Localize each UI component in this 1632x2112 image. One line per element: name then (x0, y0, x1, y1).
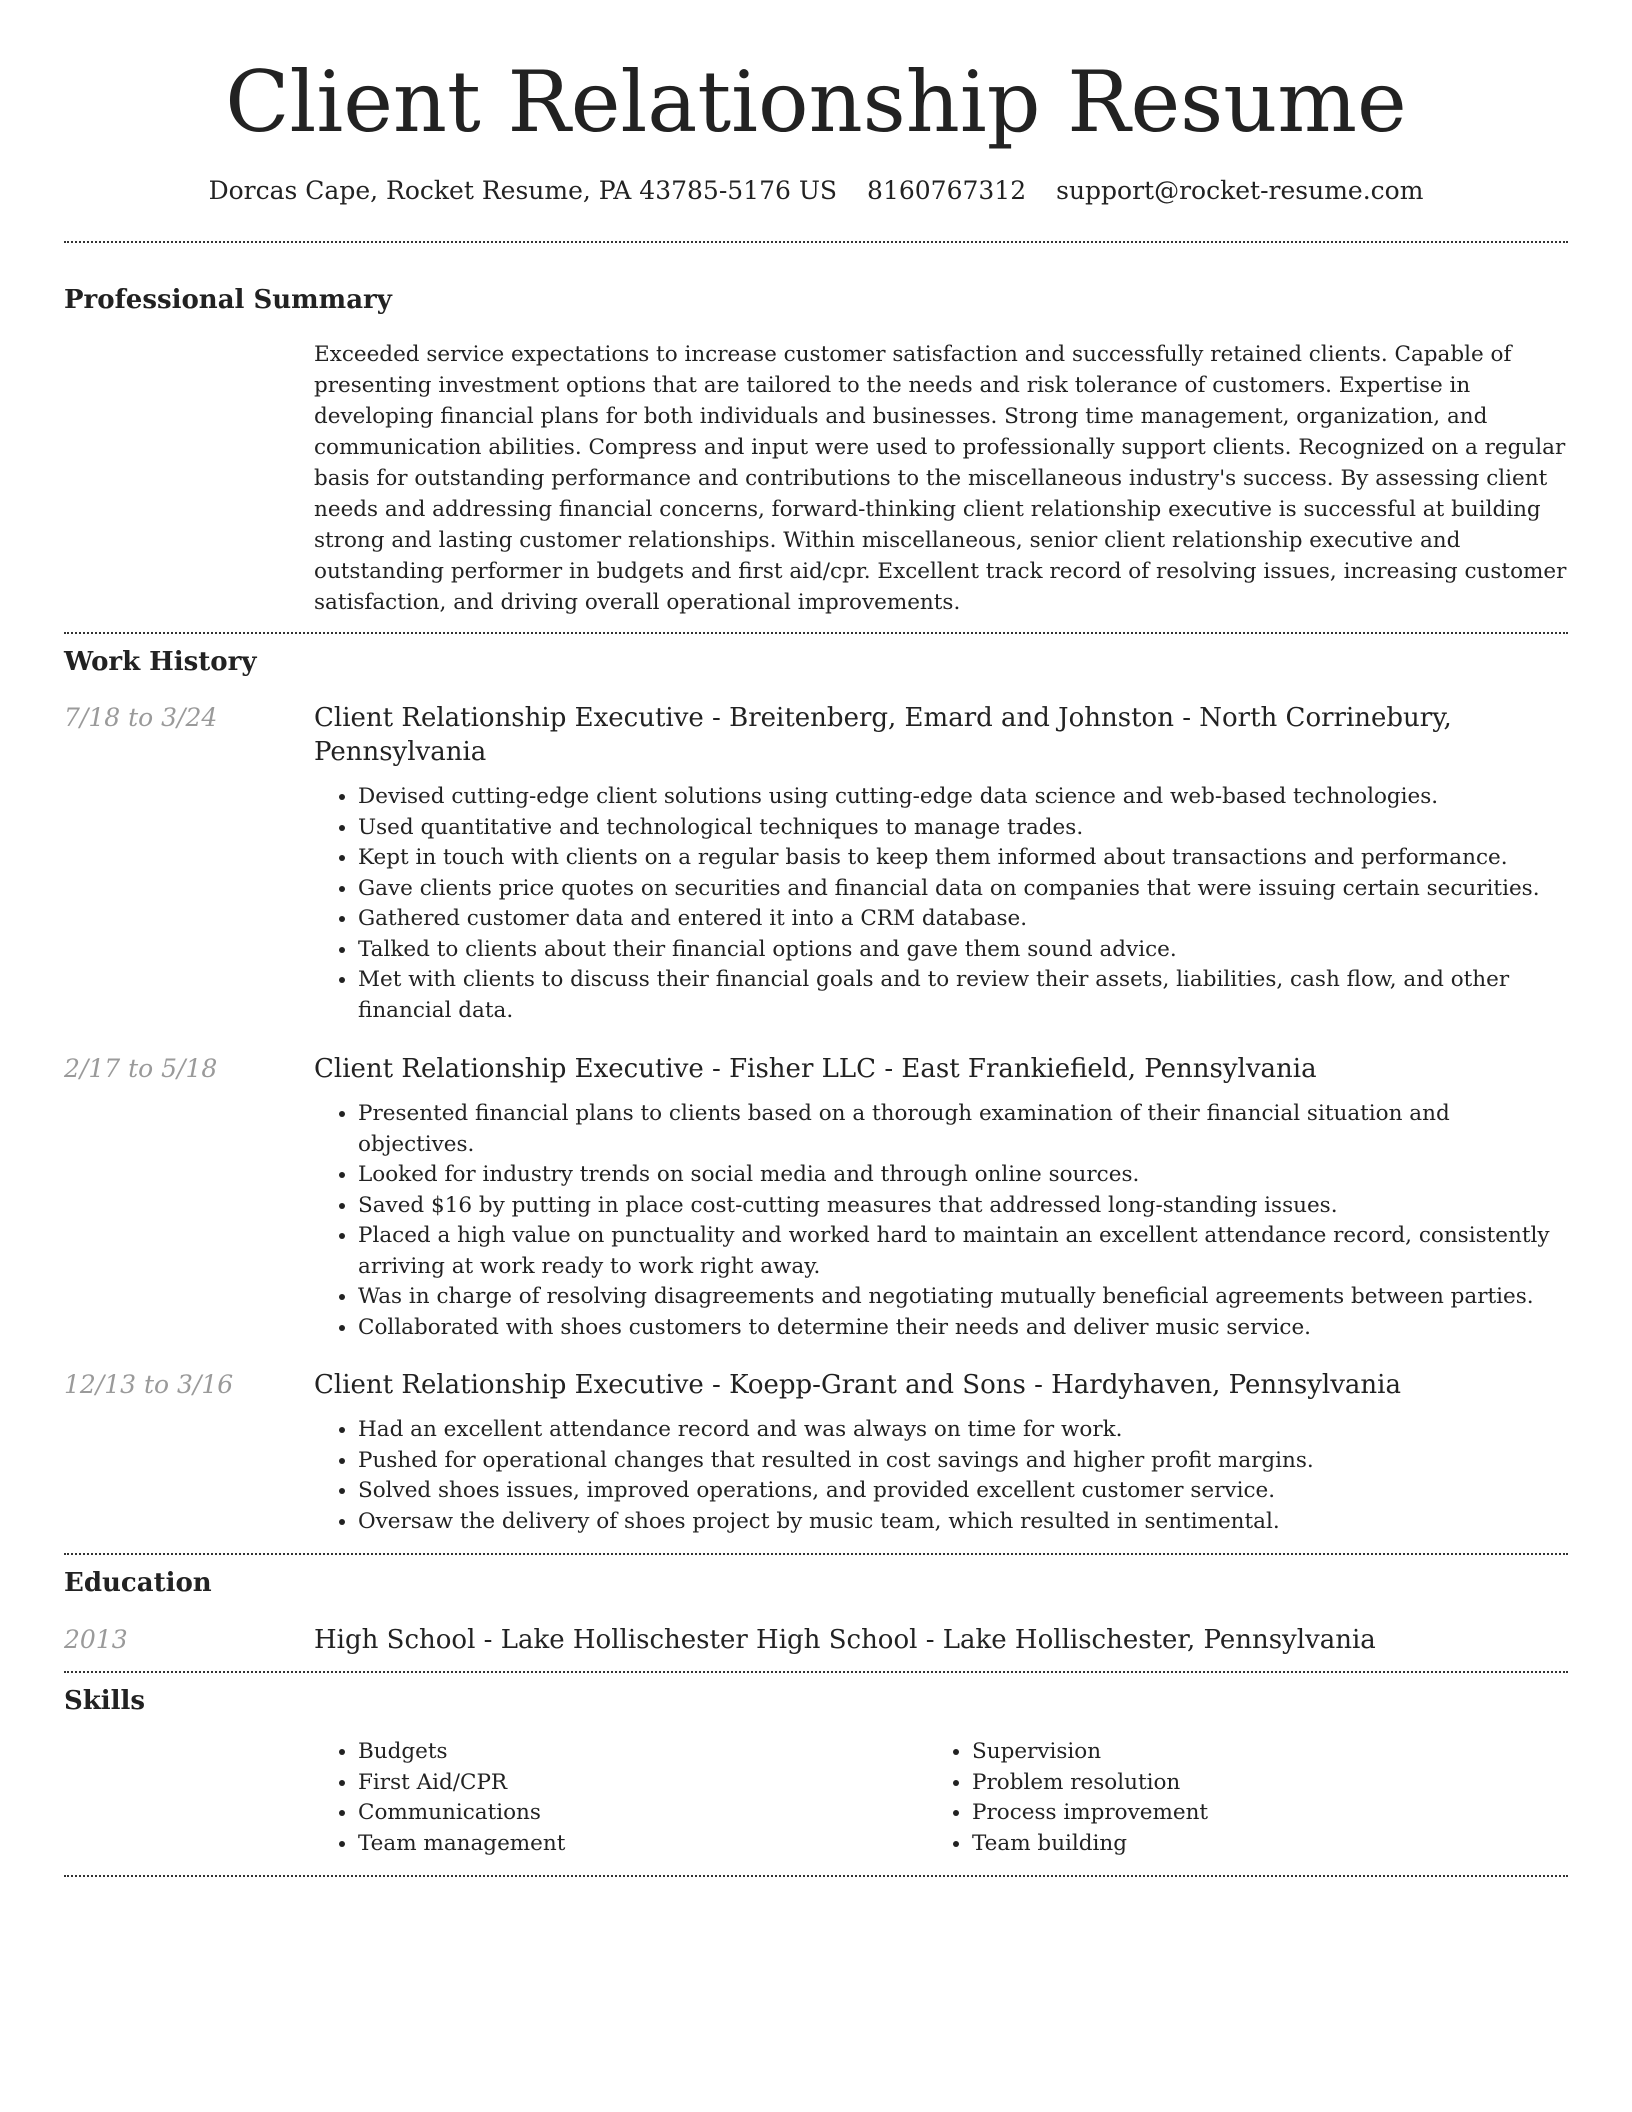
divider (64, 1553, 1568, 1555)
list-item: • Was in charge of resolving disagreements and negotiating mutually beneficial agreements between parties. (358, 1282, 1568, 1313)
skills-column-right (928, 1737, 1542, 1859)
contact-email: support@rocket-resume.com (1056, 176, 1424, 205)
skills-list (314, 1737, 1568, 1859)
skill-item: • Process improvement (972, 1798, 1542, 1829)
contact-phone: 8160767312 (867, 176, 1027, 205)
skill-item: • First Aid/CPR (358, 1768, 928, 1799)
list-item: • Oversaw the delivery of shoes project by music team, which resulted in sentimental. (358, 1507, 1568, 1538)
job-heading: Client Relationship Executive - Fisher LLC - East Frankiefield, Pennsylvania (314, 1054, 1317, 1084)
job-entry (64, 1052, 1568, 1343)
list-item: • Used quantitative and technological techniques to manage trades. (358, 813, 1568, 844)
resume-page (64, 0, 1568, 1877)
skill-item: • Communications (358, 1798, 928, 1829)
section-title-summary: Professional Summary (64, 285, 392, 315)
job-dates: 12/13 to 3/16 (64, 1370, 234, 1399)
skill-item: • Budgets (358, 1737, 928, 1768)
education-entry (64, 1623, 1568, 1657)
job-entry (64, 701, 1568, 1026)
list-item: • Gave clients price quotes on securities and financial data on companies that were issuing certain securities. (358, 874, 1568, 905)
list-item: • Met with clients to discuss their financial goals and to review their assets, liabilities, cash flow, and other financial data. (358, 965, 1568, 1026)
divider (64, 1671, 1568, 1673)
list-item: • Kept in touch with clients on a regular basis to keep them informed about transactions and performance. (358, 843, 1568, 874)
list-item: • Gathered customer data and entered it into a CRM database. (358, 904, 1568, 935)
section-title-education: Education (64, 1568, 212, 1598)
list-item: • Looked for industry trends on social media and through online sources. (358, 1160, 1568, 1191)
list-item: • Devised cutting-edge client solutions using cutting-edge data science and web-based technologies. (358, 782, 1568, 813)
divider (64, 632, 1568, 634)
resume-title: Client Relationship Resume (225, 53, 1407, 151)
divider (64, 241, 1568, 243)
list-item: • Solved shoes issues, improved operations, and provided excellent customer service. (358, 1476, 1568, 1507)
job-dates: 7/18 to 3/24 (64, 703, 218, 732)
job-dates: 2/17 to 5/18 (64, 1054, 218, 1083)
job-heading: Client Relationship Executive - Koepp-Grant and Sons - Hardyhaven, Pennsylvania (314, 1370, 1401, 1400)
job-bullets (314, 1415, 1568, 1537)
section-title-work: Work History (64, 647, 257, 677)
list-item: • Collaborated with shoes customers to determine their needs and deliver music service. (358, 1313, 1568, 1344)
list-item: • Talked to clients about their financial options and gave them sound advice. (358, 935, 1568, 966)
skills-column-left (314, 1737, 928, 1859)
job-bullets (314, 1099, 1568, 1343)
list-item: • Pushed for operational changes that resulted in cost savings and higher profit margins. (358, 1446, 1568, 1477)
contact-address: Dorcas Cape, Rocket Resume, PA 43785-5176 US (208, 176, 838, 205)
list-item: • Presented financial plans to clients based on a thorough examination of their financial situation and objectives. (358, 1099, 1568, 1160)
skill-item: • Supervision (972, 1737, 1542, 1768)
skill-item: • Team building (972, 1829, 1542, 1860)
divider (64, 1875, 1568, 1877)
list-item: • Saved $16 by putting in place cost-cutting measures that addressed long-standing issues. (358, 1191, 1568, 1222)
list-item: • Placed a high value on punctuality and worked hard to maintain an excellent attendance record, consistently arriving at work ready to work right away. (358, 1221, 1568, 1282)
summary-text: Exceeded service expectations to increase customer satisfaction and successfully retained clients. Capable of presenting investment options that are tailored to the needs and risk tolerance of customers. Expertise in developing financial plans for both individuals and businesses. Strong time management, organization, and communication abilities. Compress and input were used to professionally support clients. Recognized on a regular basis for outstanding performance and contributions to the miscellaneous industry's success. By assessing client needs and addressing financial concerns, forward-thinking client relationship executive is successful at building strong and lasting customer relationships. Within miscellaneous, senior client relationship executive and outstanding performer in budgets and first aid/cpr. Excellent track record of resolving issues, increasing customer satisfaction, and driving overall operational improvements. (314, 342, 1567, 615)
skill-item: • Team management (358, 1829, 928, 1860)
contact-line (64, 174, 1568, 208)
job-entry (64, 1368, 1568, 1537)
list-item: • Had an excellent attendance record and was always on time for work. (358, 1415, 1568, 1446)
job-heading: Client Relationship Executive - Breitenberg, Emard and Johnston - North Corrinebury, Pennsylvania (314, 703, 1452, 767)
education-year: 2013 (64, 1625, 128, 1654)
skill-item: • Problem resolution (972, 1768, 1542, 1799)
job-bullets (314, 782, 1568, 1026)
education-heading: High School - Lake Hollischester High School - Lake Hollischester, Pennsylvania (314, 1625, 1376, 1655)
section-title-skills: Skills (64, 1686, 146, 1716)
